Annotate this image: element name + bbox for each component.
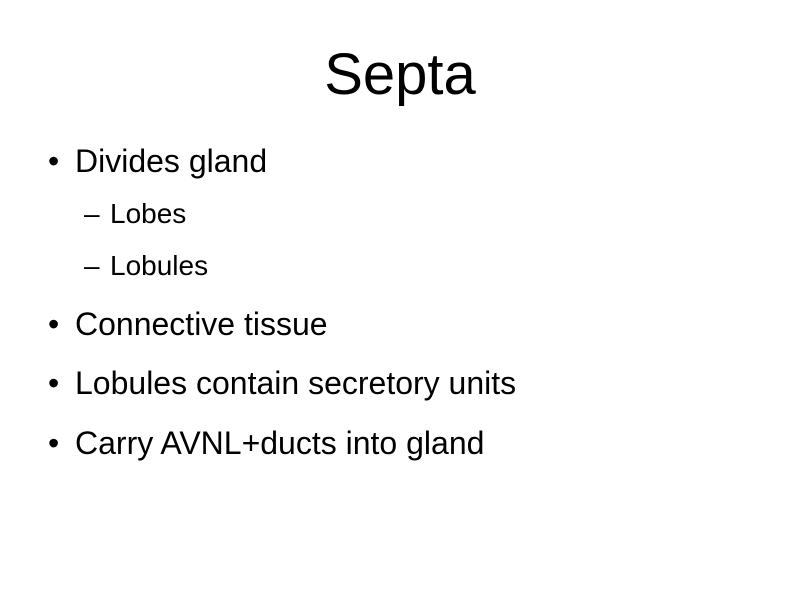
sub-bullet-item-lobes [84, 197, 186, 231]
bullet-text: Connective tissue [75, 306, 328, 342]
bullet-item-lobules-contain-secretory-units [48, 363, 516, 403]
bullet-text: Carry AVNL+ducts into gland [75, 425, 485, 461]
bullet-marker: • [48, 365, 60, 401]
bullet-item-carry-avnl-ducts [48, 423, 484, 463]
bullet-item-divides-gland [48, 141, 267, 181]
bullet-marker: • [48, 425, 60, 461]
sub-bullet-marker: – [84, 250, 100, 281]
bullet-marker: • [48, 143, 60, 179]
bullet-text: Lobules contain secretory units [75, 365, 517, 401]
bullet-item-connective-tissue [48, 304, 328, 344]
slide-title: Septa [324, 42, 476, 107]
bullet-text: Divides gland [75, 143, 268, 179]
sub-bullet-item-lobules [84, 249, 208, 283]
sub-bullet-text: Lobes [110, 198, 187, 229]
bullet-marker: • [48, 306, 60, 342]
sub-bullet-text: Lobules [110, 250, 209, 281]
sub-bullet-marker: – [84, 198, 100, 229]
